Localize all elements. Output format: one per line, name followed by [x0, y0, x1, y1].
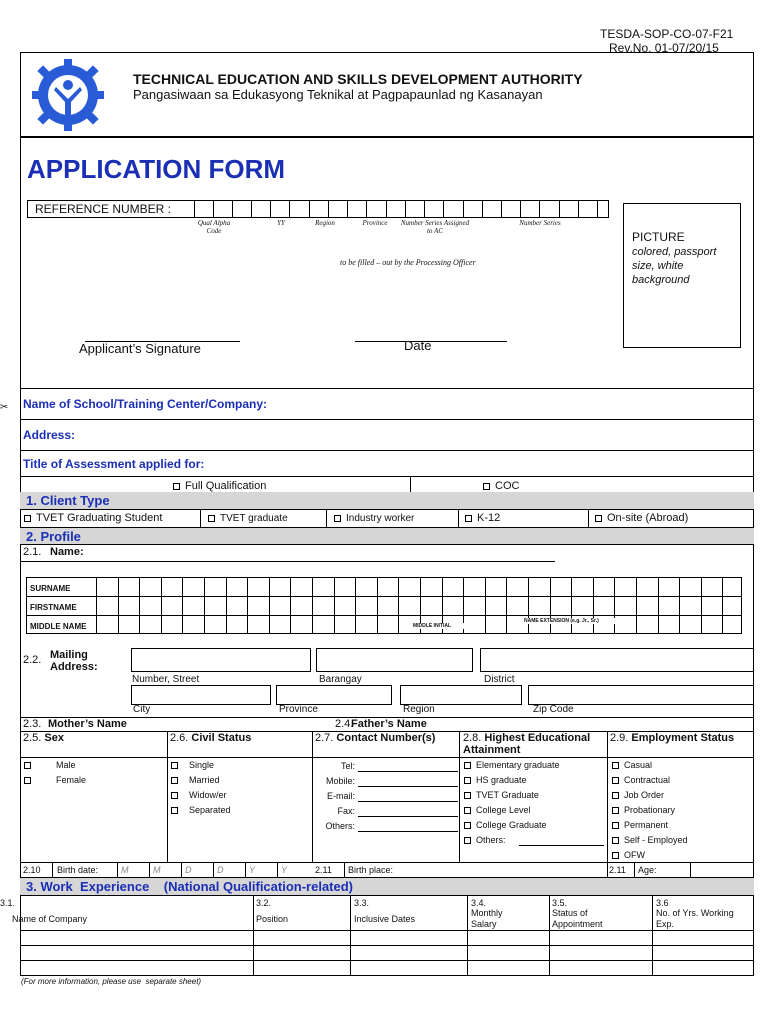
checkbox-icon[interactable]: [171, 762, 178, 769]
divider: [350, 895, 351, 976]
educ-tvet-option[interactable]: [464, 790, 539, 800]
divider: [26, 615, 742, 616]
address-label: Address:: [23, 428, 76, 442]
sex-female-option[interactable]: [24, 775, 86, 785]
divider: [20, 862, 607, 863]
name-cell-divider: [312, 577, 313, 634]
option-label: TVET Graduating Student: [36, 512, 163, 524]
ref-cell-divider: [424, 200, 425, 218]
sex-male-option[interactable]: [24, 760, 76, 770]
name-cell-divider: [161, 577, 162, 634]
name-cell-divider: [247, 577, 248, 634]
ref-cell-divider: [366, 200, 367, 218]
divider: [312, 731, 313, 862]
profile-section-bar: [20, 528, 754, 544]
ref-cell-divider: [289, 200, 290, 218]
client-type-title: 1. Client Type: [26, 493, 110, 508]
civil-separated-option[interactable]: [171, 805, 231, 815]
option-label: Industry worker: [346, 513, 415, 524]
ref-sublabel-number-series: Number Series: [519, 219, 561, 227]
work-col3-number: 3.3.: [354, 898, 370, 908]
emp-ofw-option[interactable]: [612, 850, 645, 860]
checkbox-icon[interactable]: [464, 792, 471, 799]
checkbox-icon[interactable]: [612, 762, 619, 769]
ref-cell-divider: [328, 200, 329, 218]
educ-college-level-option[interactable]: [464, 805, 531, 815]
work-col1-number: 3.1.: [0, 898, 16, 908]
checkbox-icon[interactable]: [612, 807, 619, 814]
name-cell-divider: [593, 577, 594, 634]
form-revision: Rev.No. 01-07/20/15: [609, 41, 719, 55]
option-label: HS graduate: [476, 775, 527, 785]
ref-sublabel-qual: Qual Alpha Code: [197, 219, 231, 235]
option-label: Elementary graduate: [476, 760, 560, 770]
checkbox-icon[interactable]: [464, 822, 471, 829]
divider: [52, 862, 53, 877]
educ-others-field[interactable]: [519, 845, 604, 846]
contact-tel-field[interactable]: [358, 771, 458, 772]
ref-cell-divider: [251, 200, 252, 218]
mailing-number: 2.2.: [23, 654, 42, 666]
sex-label: Sex: [44, 732, 64, 744]
emp-permanent-option[interactable]: [612, 820, 668, 830]
name-cell-divider: [334, 577, 335, 634]
name-extension-label: NAME EXTENSION (e.g. Jr., Sr.): [524, 618, 624, 624]
option-label: OFW: [624, 850, 645, 860]
checkbox-icon[interactable]: [171, 792, 178, 799]
checkbox-icon[interactable]: [171, 777, 178, 784]
work-col5-number: 3.5.: [552, 898, 568, 908]
name-grid: [26, 577, 742, 634]
mailing-label: Mailing Address:: [50, 649, 98, 673]
name-cell-divider: [636, 577, 637, 634]
client-type-tvet-graduate[interactable]: [208, 513, 288, 524]
divider: [20, 895, 754, 896]
checkbox-icon[interactable]: [464, 837, 471, 844]
birthdate-cell-divider: [245, 862, 246, 877]
name-cell-divider: [722, 577, 723, 634]
address-region-label: Region: [403, 704, 435, 715]
divider: [20, 930, 754, 931]
processing-note: to be filled – out by the Processing Officer: [340, 258, 476, 267]
divider: [588, 509, 589, 527]
address-barangay-label: Barangay: [319, 674, 362, 685]
emp-job-order-option[interactable]: [612, 790, 664, 800]
coc-label: COC: [495, 480, 520, 492]
birthdate-mark: D: [185, 865, 192, 875]
work-col3-label: Inclusive Dates: [354, 914, 416, 924]
birthplace-label: Birth place:: [348, 865, 394, 875]
checkbox-icon[interactable]: [208, 515, 215, 522]
school-label: Name of School/Training Center/Company:: [23, 397, 268, 411]
address-street-label: Number, Street: [132, 674, 200, 685]
name-cell-divider: [550, 577, 551, 634]
ref-cell-divider: [386, 200, 387, 218]
client-type-industry-worker[interactable]: [334, 513, 414, 524]
ref-sublabel-province: Province: [362, 219, 388, 227]
contact-fax-label: Fax:: [337, 806, 355, 816]
name-cell-divider: [571, 577, 572, 634]
date-label: Date: [404, 338, 432, 353]
name-cell-divider: [204, 577, 205, 634]
address-barangay-field[interactable]: [316, 648, 473, 672]
ref-cell-divider: [405, 200, 406, 218]
middlename-label: MIDDLE NAME: [30, 622, 94, 631]
ref-cell-divider: [213, 200, 214, 218]
checkbox-icon[interactable]: [173, 483, 180, 490]
name-cell-divider: [528, 577, 529, 634]
ref-cell-divider: [520, 200, 521, 218]
name-cell-divider: [355, 577, 356, 634]
contact-mobile-field[interactable]: [358, 786, 458, 787]
option-label: Permanent: [624, 820, 669, 830]
option-label: Probationary: [624, 805, 676, 815]
educ-label: Highest Educational Attainment: [463, 732, 591, 756]
birthplace-number: 2.11: [315, 865, 332, 875]
birthdate-cell-divider: [181, 862, 182, 877]
emp-self-employed-option[interactable]: [612, 835, 688, 845]
option-label: Single: [189, 760, 215, 770]
checkbox-icon[interactable]: [612, 822, 619, 829]
ref-sublabel-yy: YY: [277, 219, 285, 227]
agency-name-filipino: Pangasiwaan sa Edukasyong Teknikal at Pagpapaunlad ng Kasanayan: [133, 87, 543, 102]
checkbox-icon[interactable]: [464, 777, 471, 784]
checkbox-icon[interactable]: [464, 762, 471, 769]
checkbox-icon[interactable]: [24, 515, 31, 522]
checkbox-icon[interactable]: [171, 807, 178, 814]
divider: [459, 731, 460, 862]
birthdate-number: 2.10: [23, 865, 41, 875]
name-label: Name:: [50, 546, 84, 558]
reference-number-label: REFERENCE NUMBER :: [35, 202, 172, 216]
option-label: Self - Employed: [624, 835, 688, 845]
ref-sublabel-region: Region: [315, 219, 335, 227]
ref-cell-divider: [463, 200, 464, 218]
work-col6-label: No. of Yrs. Working Exp.: [656, 908, 734, 929]
emp-probationary-option[interactable]: [612, 805, 675, 815]
mailing-label-text: Mailing Address: [50, 649, 95, 673]
civil-number: 2.6.: [170, 732, 189, 744]
option-label: Female: [56, 775, 87, 785]
name-cell-divider: [118, 577, 119, 634]
option-label: Casual: [624, 760, 653, 770]
assessment-label: Title of Assessment applied for:: [23, 457, 205, 471]
contact-email-field[interactable]: [358, 801, 458, 802]
scissors-icon: ✂: [0, 402, 9, 413]
name-cell-divider: [614, 577, 615, 634]
mother-label: Mother’s Name: [48, 718, 127, 730]
divider: [20, 757, 754, 758]
picture-title: PICTURE: [632, 230, 685, 244]
ref-cell-divider: [539, 200, 540, 218]
cut-line: [20, 388, 754, 389]
name-cell-divider: [506, 577, 507, 634]
address-province-label: Province: [279, 704, 318, 715]
educ-number: 2.8.: [463, 732, 482, 744]
divider: [20, 419, 754, 420]
divider: [344, 862, 345, 877]
divider: [20, 544, 754, 545]
civil-label: Civil Status: [191, 732, 252, 744]
work-note: (For more information, please use separate sheet): [21, 977, 202, 986]
work-col2-number: 3.2.: [256, 898, 272, 908]
contact-others-field[interactable]: [358, 831, 458, 832]
picture-note: colored, passport size, white background: [632, 246, 717, 286]
option-label: Others:: [476, 835, 506, 845]
checkbox-icon[interactable]: [612, 777, 619, 784]
work-col4-number: 3.4.: [471, 898, 487, 908]
name-cell-divider: [139, 577, 140, 634]
option-label: Job Order: [624, 790, 665, 800]
divider: [607, 862, 754, 863]
ref-cell-divider: [270, 200, 271, 218]
ref-cell-divider: [559, 200, 560, 218]
ref-cell-divider: [482, 200, 483, 218]
profile-title: 2. Profile: [26, 529, 81, 544]
civil-header: [170, 732, 251, 744]
name-cell-divider: [290, 577, 291, 634]
sex-header: [23, 732, 64, 744]
age-number: 2.11: [609, 865, 626, 875]
signature-label: Applicant’s Signature: [79, 341, 201, 356]
emp-header: [610, 732, 734, 744]
educ-college-grad-option[interactable]: [464, 820, 547, 830]
work-title: 3. Work Experience (National Qualification-related): [26, 879, 354, 894]
divider: [117, 862, 118, 877]
birthdate-mark: D: [217, 865, 224, 875]
divider: [20, 945, 754, 946]
name-cell-divider: [377, 577, 378, 634]
ref-cell-divider: [443, 200, 444, 218]
middle-initial-label: MIDDLE INITIAL: [413, 623, 471, 629]
birthdate-label: Birth date:: [57, 865, 99, 875]
client-type-k12[interactable]: [465, 512, 500, 524]
checkbox-icon[interactable]: [464, 807, 471, 814]
birthdate-mark: Y: [249, 865, 256, 875]
address-district-field[interactable]: [480, 648, 754, 672]
contact-header: [315, 732, 435, 744]
agency-name-english: TECHNICAL EDUCATION AND SKILLS DEVELOPMENT AUTHORITY: [133, 71, 583, 87]
name-cell-divider: [226, 577, 227, 634]
ref-cell-divider: [501, 200, 502, 218]
full-qualification-label: Full Qualification: [185, 480, 267, 492]
option-label: TVET graduate: [220, 513, 288, 524]
emp-number: 2.9.: [610, 732, 629, 744]
contact-tel-label: Tel:: [340, 761, 355, 771]
contact-mobile-label: Mobile:: [325, 776, 355, 786]
ref-cell-divider: [578, 200, 579, 218]
name-cell-divider: [658, 577, 659, 634]
educ-header: [463, 732, 603, 756]
educ-elementary-option[interactable]: [464, 760, 560, 770]
contact-label: Contact Number(s): [336, 732, 436, 744]
ref-cell-divider: [232, 200, 233, 218]
divider: [549, 895, 550, 976]
contact-number: 2.7.: [315, 732, 334, 744]
ref-cell-divider: [347, 200, 348, 218]
address-zip-field[interactable]: [528, 685, 754, 705]
option-label: College Graduate: [476, 820, 547, 830]
address-city-label: City: [133, 704, 151, 715]
divider: [26, 596, 742, 597]
divider: [20, 509, 754, 510]
educ-hs-option[interactable]: [464, 775, 527, 785]
divider: [607, 731, 608, 877]
address-region-field[interactable]: [400, 685, 522, 705]
name-label-text: Name: [50, 546, 80, 558]
option-label: Contractual: [624, 775, 671, 785]
client-type-tvet-graduating[interactable]: [24, 512, 162, 524]
mother-number: 2.3.: [23, 718, 42, 730]
ref-cell-divider: [309, 200, 310, 218]
divider: [458, 509, 459, 527]
checkbox-icon[interactable]: [24, 777, 31, 784]
divider: [467, 895, 468, 976]
emp-casual-option[interactable]: [612, 760, 652, 770]
checkbox-icon[interactable]: [24, 762, 31, 769]
name-cell-divider: [269, 577, 270, 634]
civil-single-option[interactable]: [171, 760, 214, 770]
work-col1-label: Name of Company: [12, 914, 88, 924]
checkbox-icon[interactable]: [612, 837, 619, 844]
address-street-field[interactable]: [131, 648, 311, 672]
checkbox-icon[interactable]: [465, 515, 472, 522]
option-label: K-12: [477, 512, 501, 524]
emp-label: Employment Status: [631, 732, 735, 744]
name-cell-divider: [398, 577, 399, 634]
surname-label: SURNAME: [30, 584, 94, 593]
civil-widow-option[interactable]: [171, 790, 227, 800]
contact-others-label: Others:: [325, 821, 355, 831]
ref-cell-divider: [194, 200, 195, 218]
name-cell-divider: [485, 577, 486, 634]
ref-sublabel-number-series-ac: Number Series Assigned to AC: [400, 219, 470, 235]
address-zip-label: Zip Code: [533, 704, 574, 715]
option-label: Male: [56, 760, 76, 770]
checkbox-icon[interactable]: [334, 515, 341, 522]
divider: [20, 960, 754, 961]
client-type-onsite-abroad[interactable]: [595, 512, 688, 524]
father-number: 2.4.: [335, 718, 354, 730]
address-city-field[interactable]: [131, 685, 271, 705]
birthdate-cell-divider: [149, 862, 150, 877]
option-label: TVET Graduate: [476, 790, 539, 800]
client-type-section-bar: [20, 492, 754, 509]
birthdate-cell-divider: [277, 862, 278, 877]
work-col6-number: 3.6: [656, 898, 669, 908]
tesda-logo-icon: [26, 55, 110, 135]
divider: [690, 862, 691, 877]
option-label: Widow/er: [189, 790, 227, 800]
form-title: APPLICATION FORM: [27, 154, 286, 184]
birthdate-cell-divider: [213, 862, 214, 877]
option-label: Married: [189, 775, 220, 785]
address-province-field[interactable]: [276, 685, 392, 705]
name-cell-divider: [182, 577, 183, 634]
father-label: Father’s Name: [351, 718, 427, 730]
divider: [326, 509, 327, 527]
firstname-label: FIRSTNAME: [30, 603, 94, 612]
divider: [652, 895, 653, 976]
work-col5-label: Status of Appointment: [552, 908, 603, 929]
option-label: Separated: [189, 805, 231, 815]
name-cell-divider: [701, 577, 702, 634]
address-district-label: District: [484, 674, 515, 685]
divider: [253, 895, 254, 976]
divider: [410, 476, 411, 492]
work-col4-label: Monthly Salary: [471, 908, 503, 929]
civil-married-option[interactable]: [171, 775, 220, 785]
sex-number: 2.5.: [23, 732, 42, 744]
checkbox-icon[interactable]: [595, 515, 602, 522]
form-code: TESDA-SOP-CO-07-F21: [600, 27, 734, 41]
ref-cell-divider: [597, 200, 598, 218]
birthdate-mark: Y: [281, 865, 288, 875]
option-label: College Level: [476, 805, 531, 815]
divider: [167, 731, 168, 862]
educ-others-option[interactable]: [464, 835, 506, 845]
age-label: Age:: [638, 865, 657, 875]
birthdate-mark: M: [121, 865, 129, 875]
name-cell-divider: [96, 577, 97, 634]
divider: [20, 561, 555, 562]
divider: [20, 476, 754, 477]
divider: [200, 509, 201, 527]
option-label: On-site (Abroad): [607, 512, 689, 524]
checkbox-icon[interactable]: [612, 792, 619, 799]
full-qualification-option[interactable]: [173, 480, 266, 492]
checkbox-icon[interactable]: [483, 483, 490, 490]
divider: [634, 862, 635, 877]
work-col2-label: Position: [256, 914, 289, 924]
contact-email-label: E-mail:: [326, 791, 355, 801]
emp-contractual-option[interactable]: [612, 775, 670, 785]
checkbox-icon[interactable]: [612, 852, 619, 859]
divider: [20, 450, 754, 451]
name-cell-divider: [679, 577, 680, 634]
contact-fax-field[interactable]: [358, 816, 458, 817]
name-number: 2.1.: [23, 546, 42, 558]
birthdate-mark: M: [153, 865, 161, 875]
coc-option[interactable]: [483, 480, 519, 492]
